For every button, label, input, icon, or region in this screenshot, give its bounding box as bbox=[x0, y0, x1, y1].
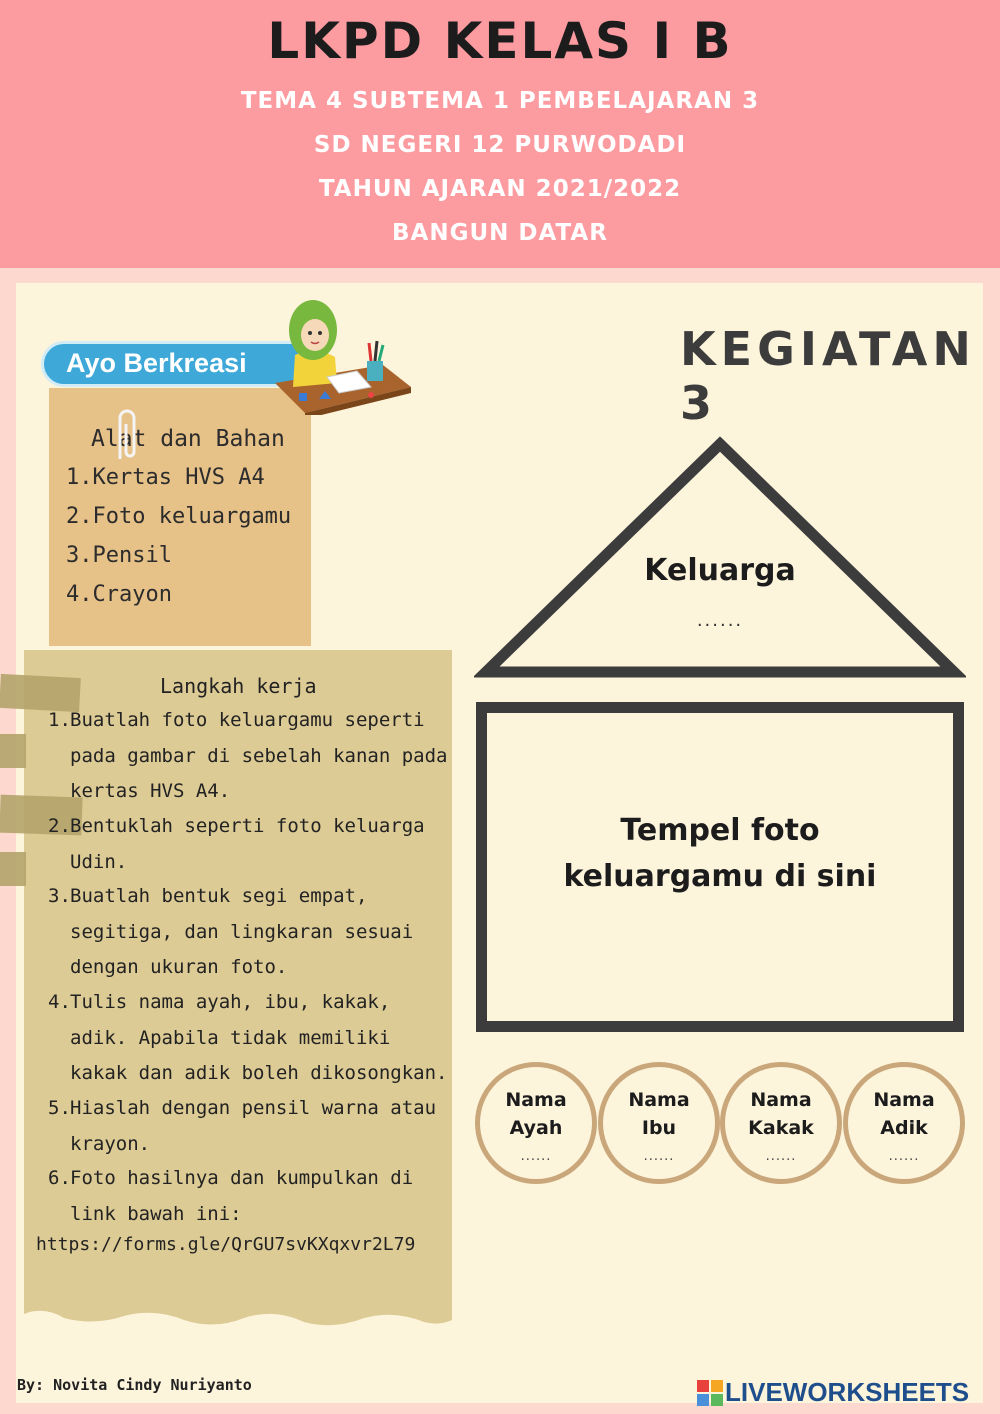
step-number: 3. bbox=[48, 885, 71, 907]
liveworksheets-logo-icon bbox=[697, 1380, 723, 1406]
materials-item-label: Crayon bbox=[92, 582, 172, 607]
step-item bbox=[48, 1091, 458, 1162]
photo-instruction-line2: keluargamu di sini bbox=[563, 859, 877, 894]
materials-item bbox=[66, 465, 265, 490]
step-item bbox=[48, 879, 458, 986]
step-text: Hiaslah dengan pensil warna atau krayon. bbox=[70, 1097, 437, 1155]
materials-note bbox=[49, 388, 311, 646]
author-byline: By: Novita Cindy Nuriyanto bbox=[17, 1376, 252, 1394]
name-circle-dots: ...... bbox=[765, 1149, 797, 1164]
roof-blank-dots: ...... bbox=[696, 610, 744, 631]
materials-item-label: Foto keluargamu bbox=[92, 504, 292, 529]
step-text: Buatlah bentuk segi empat, segitiga, dan lingkaran sesuai dengan ukuran foto. bbox=[70, 885, 414, 978]
name-circle-dots: ...... bbox=[888, 1149, 920, 1164]
step-text: Buatlah foto keluargamu seperti pada gambar di sebelah kanan pada kertas HVS A4. bbox=[70, 709, 448, 802]
name-circle-ibu bbox=[598, 1062, 720, 1184]
tape-strip bbox=[0, 734, 26, 768]
photo-instruction-line1: Tempel foto bbox=[620, 813, 820, 848]
step-item bbox=[48, 1161, 458, 1232]
header-line-topic: BANGUN DATAR bbox=[392, 220, 608, 246]
header-line-school: SD NEGERI 12 PURWODADI bbox=[313, 132, 687, 158]
name-circle-label: Nama bbox=[628, 1089, 690, 1111]
roof-label: Keluarga bbox=[644, 553, 796, 588]
tape-strip bbox=[0, 852, 26, 886]
step-number: 4. bbox=[48, 991, 71, 1013]
step-text: Bentuklah seperti foto keluarga Udin. bbox=[70, 815, 425, 873]
page-title: LKPD KELAS I B bbox=[267, 12, 733, 70]
name-circle-label: Nama bbox=[750, 1089, 812, 1111]
materials-item-number: 4. bbox=[66, 582, 93, 607]
step-item bbox=[48, 985, 458, 1092]
step-item bbox=[48, 809, 458, 880]
materials-item-label: Pensil bbox=[92, 543, 172, 568]
name-circle-ayah bbox=[475, 1062, 597, 1184]
header-line-theme: TEMA 4 SUBTEMA 1 PEMBELAJARAN 3 bbox=[240, 88, 760, 114]
liveworksheets-wordmark: LIVEWORKSHEETS bbox=[725, 1377, 970, 1407]
name-circle-role: Kakak bbox=[748, 1117, 814, 1139]
materials-item bbox=[66, 543, 172, 568]
photo-instruction bbox=[487, 808, 953, 900]
name-circle-kakak bbox=[720, 1062, 842, 1184]
step-text: Tulis nama ayah, ibu, kakak, adik. Apabila tidak memiliki kakak dan adik boleh dikosongkan. bbox=[70, 991, 448, 1084]
step-item bbox=[48, 703, 458, 810]
photo-frame bbox=[476, 702, 964, 1032]
materials-item bbox=[66, 582, 172, 607]
name-circle-role: Adik bbox=[880, 1117, 928, 1139]
steps-title: Langkah kerja bbox=[160, 674, 317, 698]
girl-drawing-illustration bbox=[275, 295, 415, 415]
submission-link[interactable]: https://forms.gle/QrGU7svKXqxvr2L79 bbox=[36, 1234, 416, 1255]
step-number: 2. bbox=[48, 815, 71, 837]
step-number: 5. bbox=[48, 1097, 71, 1119]
torn-paper-edge bbox=[24, 1300, 454, 1370]
name-circle-dots: ...... bbox=[643, 1149, 675, 1164]
name-circle-role: Ayah bbox=[509, 1117, 563, 1139]
name-circle-dots: ...... bbox=[520, 1149, 552, 1164]
name-circle-role: Ibu bbox=[641, 1117, 677, 1139]
header-banner bbox=[0, 0, 1000, 268]
name-circle-label: Nama bbox=[505, 1089, 567, 1111]
step-text: Foto hasilnya dan kumpulkan di link bawah ini: bbox=[70, 1167, 414, 1225]
materials-item-number: 1. bbox=[66, 465, 93, 490]
step-number: 1. bbox=[48, 709, 71, 731]
materials-item-label: Kertas HVS A4 bbox=[92, 465, 265, 490]
materials-item-number: 2. bbox=[66, 504, 93, 529]
materials-title: Alat dan Bahan bbox=[91, 426, 285, 452]
header-line-year: TAHUN AJARAN 2021/2022 bbox=[318, 176, 682, 202]
step-number: 6. bbox=[48, 1167, 71, 1189]
activity-title: KEGIATAN 3 bbox=[680, 322, 976, 430]
materials-item bbox=[66, 504, 291, 529]
name-circle-adik bbox=[843, 1062, 965, 1184]
materials-item-number: 3. bbox=[66, 543, 93, 568]
ayo-berkreasi-label: Ayo Berkreasi bbox=[66, 348, 247, 378]
paperclip-icon bbox=[112, 404, 142, 464]
name-circle-label: Nama bbox=[873, 1089, 935, 1111]
